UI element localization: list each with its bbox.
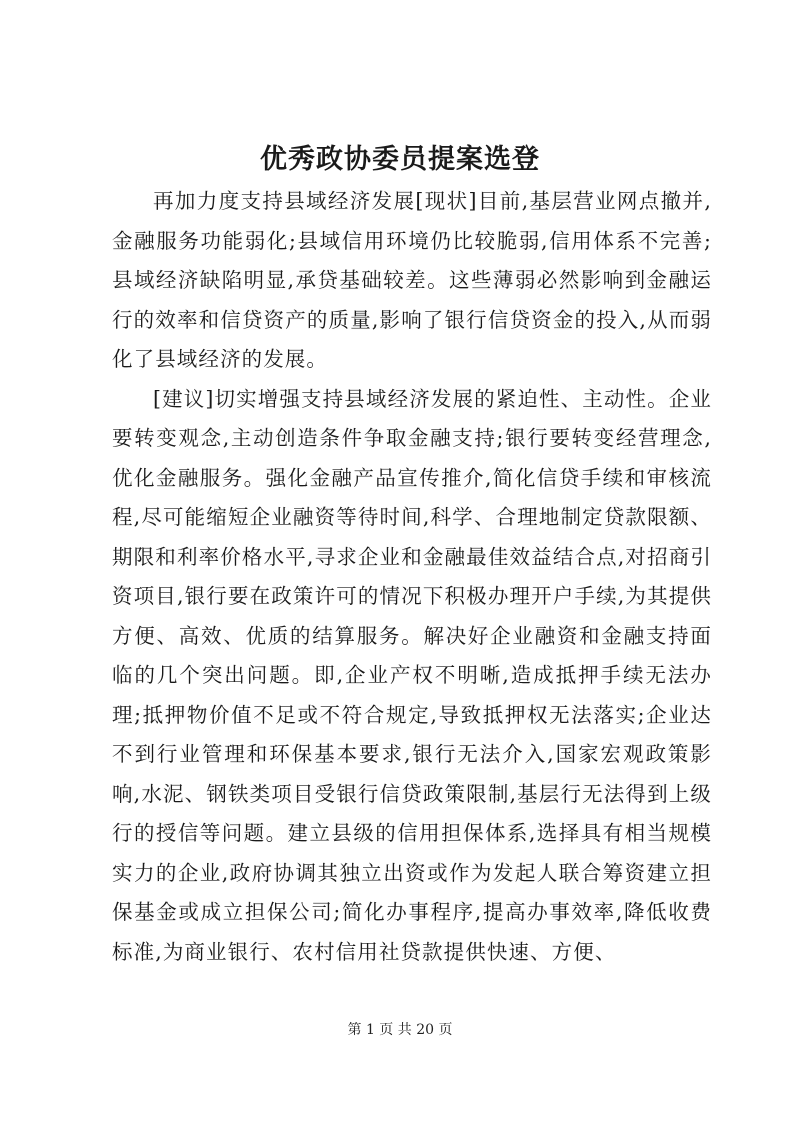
document-title: 优秀政协委员提案选登: [260, 144, 540, 175]
page-number-footer: 第 1 页 共 20 页: [347, 1022, 453, 1038]
paragraph-current-situation: 再加力度支持县域经济发展[现状]目前,基层营业网点撤并,金融服务功能弱化;县域信用环境仍比较脆弱,信用体系不完善;县域经济缺陷明显,承贷基础较差。这些薄弱必然影响到金融运行的效率和信贷资产的质量,影响了银行信贷资金的投入,从而弱化了县域经济的发展。: [112, 189, 712, 371]
paragraph-suggestions: [建议]切实增强支持县域经济发展的紧迫性、主动性。企业要转变观念,主动创造条件争取金融支持;银行要转变经营理念,优化金融服务。强化金融产品宣传推介,简化信贷手续和审核流程,尽可能缩短企业融资等待时间,科学、合理地制定贷款限额、期限和利率价格水平,寻求企业和金融最佳效益结合点,对招商引资项目,银行要在政策许可的情况下积极办理开户手续,为其提供方便、高效、优质的结算服务。解决好企业融资和金融支持面临的几个突出问题。即,企业产权不明晰,造成抵押手续无法办理;抵押物价值不足或不符合规定,导致抵押权无法落实;企业达不到行业管理和环保基本要求,银行无法介入,国家宏观政策影响,水泥、钢铁类项目受银行信贷政策限制,基层行无法得到上级行的授信等问题。建立县级的信用担保体系,选择具有相当规模实力的企业,政府协调其独立出资或作为发起人联合筹资建立担保基金或成立担保公司;简化办事程序,提高办事效率,降低收费标准,为商业银行、农村信用社贷款提供快速、方便、: [112, 386, 712, 964]
document-body: [112, 182, 712, 972]
